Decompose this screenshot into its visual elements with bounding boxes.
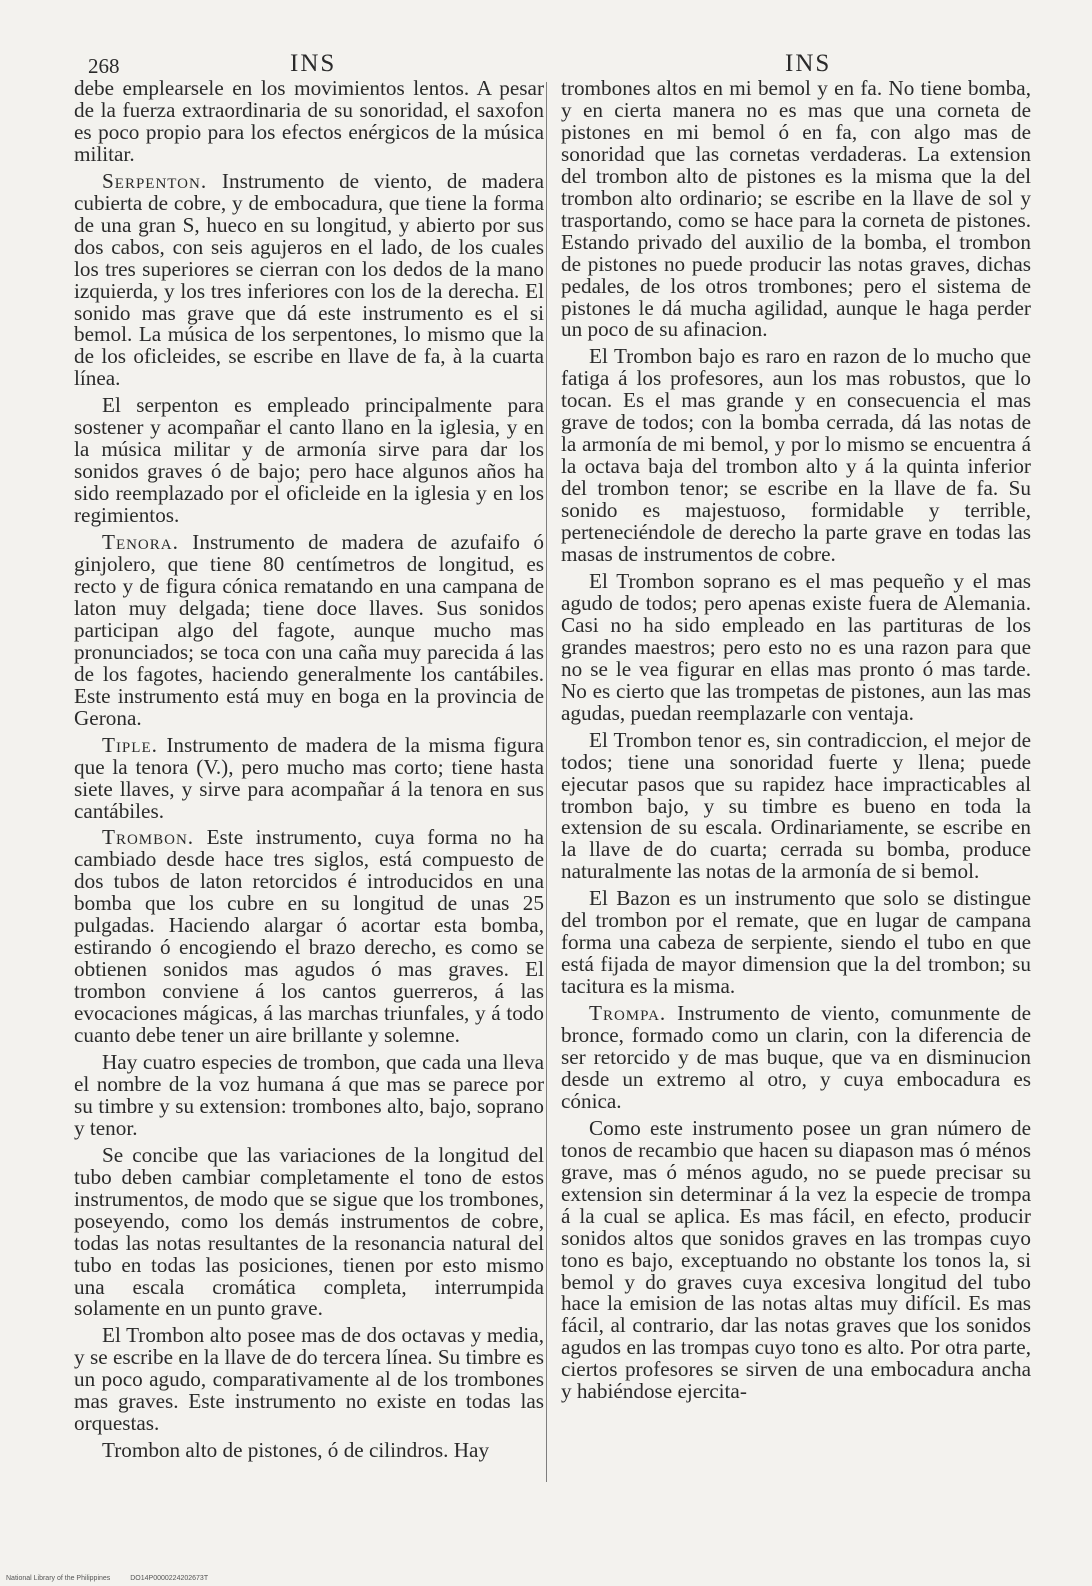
paragraph-text: Instrumento de viento, comunmente de bronce, formado como un clarin, con la diferencia de ser retorcido y de mas buque, que va en disminucion desde un extremo al otro, y cuya embocadura es cónica. — [561, 1001, 1031, 1113]
entry-headword: Tiple. — [102, 732, 158, 757]
paragraph-text: El Bazon es un instrumento que solo se distingue del trombon por el remate, que en lugar de campana forma una cabeza de serpiente, siendo el tubo en que está fijada de mayor dimension que la del trombon; su tacitura es la misma. — [561, 886, 1031, 999]
paragraph-p5 — [74, 732, 544, 823]
paragraph-p1 — [74, 78, 544, 166]
paragraph-p4 — [74, 532, 544, 730]
paragraph-q3 — [561, 568, 1031, 725]
paragraph-text: Este instrumento, cuya forma no ha cambiado desde hace tres siglos, está compuesto de dos tubos de laton retorcidos é introducidos en una bomba que los cubre en su longitud de unas 25 pulgadas. Haciendo alargar ó acortar esta bomba, estirando ó encogiendo el brazo derecho, es como se obtienen sonidos mas agudos ó mas graves. El trombon conviene á los cantos guerreros, á las evocaciones mágicas, á las marchas triunfales, y á todo cuanto debe tener un aire brillante y solemne. — [74, 825, 544, 1048]
entry-headword: Trombon. — [102, 825, 195, 850]
paragraph-q5 — [561, 888, 1031, 998]
paragraph-q4 — [561, 727, 1031, 884]
paragraph-p3 — [74, 395, 544, 527]
running-head-right: INS — [785, 50, 832, 77]
left-column — [74, 78, 544, 1467]
paragraph-q6 — [561, 1003, 1031, 1113]
scan-footer — [6, 1575, 226, 1582]
paragraph-q7 — [561, 1115, 1031, 1404]
paragraph-text: El serpenton es empleado principalmente para sostener y acompañar el canto llano en la iglesia, y en la música militar y de armonía sirve para dar los sonidos graves ó de bajo; pero hace algunos años ha sido reemplazado por el oficleide en la iglesia y en los regimientos. — [74, 393, 544, 528]
paragraph-text: Como este instrumento posee un gran número de tonos de recambio que hacen su diapason mas ó ménos grave, mas ó ménos agudo, no se puede precisar su extension sin determinar á la vez la especie de trompa á la cual se aplica. Es mas fácil, en efecto, producir sonidos altos que sonidos graves en las trompas cuyo tono es bajo, exceptuando no obstante los tonos la, si bemol y do graves cuya excesiva longitud del tubo hace la emision de las notas altas muy difícil. Es mas fácil, al contrario, dar las notas graves que los sonidos agudos en las trompas cuyo tono es alto. Por otra parte, ciertos profesores se sirven de una embocadura ancha y habiéndose ejercita- — [561, 1115, 1031, 1404]
paragraph-q2 — [561, 346, 1031, 566]
paragraph-p7 — [74, 1049, 544, 1140]
paragraph-text: Instrumento de viento, de madera cubierta de cobre, y de embocadura, que tiene la forma de una gran S, hueco en su longitud, y abierto por sus dos cabos, con seis agujeros en el lado, de los cuales los tres superiores se cierran con los dedos de la mano izquierda, y los tres inferiores con los de la derecha. El sonido mas grave que dá este instrumento es el si bemol. La música de los serpentones, lo mismo que la de los oficleides, se escribe en llave de fa, à la cuarta línea. — [74, 168, 544, 391]
entry-headword: Tenora. — [102, 530, 179, 555]
library-credit: National Library of the Philippines — [6, 1575, 111, 1582]
paragraph-p10 — [74, 1440, 544, 1462]
paragraph-p9 — [74, 1325, 544, 1435]
paragraph-text: Instrumento de madera de azufaifo ó ginjolero, que tiene 80 centímetros de longitud, es recto y de figura cónica rematando en una campana de laton muy delgada; tiene doce llaves. Sus sonidos participan algo del fagote, aunque mucho mas pronunciados; se toca con una caña muy parecida á las de los fagotes, haciendo generalmente los cantábiles. Este instrumento está muy en boga en la provincia de Gerona. — [74, 530, 544, 730]
paragraph-text: El Trombon bajo es raro en razon de lo mucho que fatiga á los profesores, aun los mas robustos, que lo tocan. Es el mas grande y en consecuencia el mas grave de todos; con la bomba cerrada, dá las notas de la armonía de mi bemol, y por lo mismo se encuentra á la octava baja del trombon alto y á la quinta inferior del trombon tenor; se escribe en la llave de fa. Su sonido es majestuoso, formidable y terrible, perteneciéndole de derecho la parte grave en todas las masas de instrumentos de cobre. — [561, 344, 1031, 567]
paragraph-text: El Trombon alto posee mas de dos octavas y media, y se escribe en la llave de do tercera línea. Su timbre es un poco agudo, comparativamente al de los trombones mas graves. Este instrumento no existe en todas las orquestas. — [74, 1323, 544, 1436]
page-number: 268 — [88, 54, 120, 78]
paragraph-text: Se concibe que las variaciones de la longitud del tubo deben cambiar completamente el tono de estos instrumentos, de modo que se sigue que los trombones, poseyendo, como los demás instrumentos de cobre, todas las notas resultantes de la resonancia natural del tubo en todas las posiciones, tienen por esto mismo una escala cromática completa, interrumpida solamente en un punto grave. — [74, 1142, 544, 1321]
paragraph-text: Trombon alto de pistones, ó de cilindros. Hay — [102, 1438, 490, 1463]
paragraph-p2 — [74, 168, 544, 391]
entry-headword: Trompa. — [589, 1001, 667, 1026]
running-head-left: INS — [290, 50, 337, 77]
paragraph-text: El Trombon soprano es el mas pequeño y el mas agudo de todos; pero apenas existe fuera de Alemania. Casi no ha sido empleado en las partituras de los grandes maestros; pero esto no es una razon para que no se le vea figurar en ellas mas pronto ó mas tarde. No es cierto que las trompetas de pistones, aun las mas agudas, puedan reemplazarle con ventaja. — [561, 568, 1031, 725]
right-column — [561, 78, 1031, 1408]
paragraph-text: debe emplearsele en los movimientos lentos. A pesar de la fuerza extraordinaria de su sonoridad, el saxofon es poco propio para los efectos enérgicos de la música militar. — [74, 76, 544, 166]
entry-headword: Serpenton. — [102, 168, 208, 193]
paragraph-p8 — [74, 1142, 544, 1321]
paragraph-text: Hay cuatro especies de trombon, que cada una lleva el nombre de la voz humana á que mas se parece por su timbre y su extension: trombones alto, bajo, soprano y tenor. — [74, 1049, 544, 1140]
scan-id: DO14P0000224202673T — [130, 1575, 209, 1582]
paragraph-q1 — [561, 78, 1031, 341]
paragraph-p6 — [74, 827, 544, 1047]
paragraph-text: Instrumento de madera de la misma figura que la tenora (V.), pero mucho mas corto; tiene hasta siete llaves, y sirve para acompañar á la tenora en sus cantábiles. — [74, 732, 544, 823]
paragraph-text: El Trombon tenor es, sin contradiccion, el mejor de todos; tiene una sonoridad fuerte y llena; puede ejecutar pasos que su rapidez hace impracticables al trombon bajo, y su timbre es bueno en toda la extension de su escala. Ordinariamente, se escribe en la llave de do cuarta; cerrada su bomba, produce naturalmente las notas de la armonía de si bemol. — [561, 727, 1031, 884]
column-divider — [546, 82, 547, 1482]
paragraph-text: trombones altos en mi bemol y en fa. No tiene bomba, y en cierta manera no es mas que una corneta de pistones en mi bemol ó en fa, con algo mas de sonoridad que las cornetas verdaderas. La extension del trombon alto de pistones es la misma que la del trombon alto ordinario; se escribe en la llave de sol y trasportando, como se hace para la corneta de pistones. Estando privado del auxilio de la bomba, el trombon de pistones no puede producir las notas graves, dichas pedales, de los otros trombones; pero el sistema de pistones le dá mucha agilidad, aunque le haga perder un poco de su afinacion. — [561, 76, 1031, 342]
